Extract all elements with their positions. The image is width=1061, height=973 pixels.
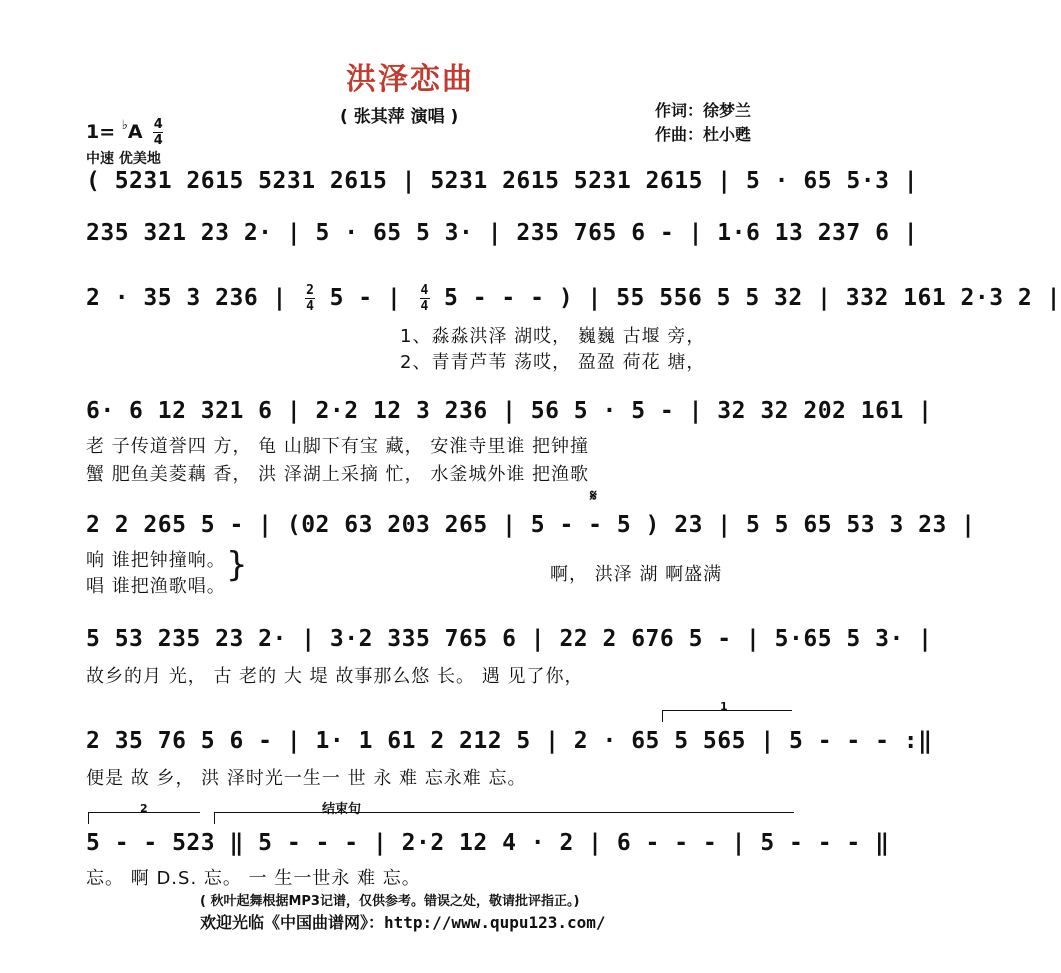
score-line-5: 2 2 265 5 - | (02 63 203 265 | 5 - - 5 ) 23 | 5 5 65 53 3 23 |: [86, 512, 976, 538]
transcriber-note: ( 秋叶起舞根据MP3记谱，仅供参考。错误之处，敬请批评指正。): [200, 894, 580, 909]
lyricist-credit: 作词：徐梦兰: [655, 101, 752, 120]
volta-2-tick: [88, 812, 89, 824]
ts2-bottom: 4: [420, 299, 429, 314]
segno-sign: 𝄋: [590, 486, 597, 505]
lyric-line-8: 忘。 啊 D.S. 忘。 一 生一世永 难 忘。: [86, 868, 421, 889]
lyric-line-5-verse-2: 唱 谁把渔歌唱。: [86, 576, 226, 597]
score-line-3-part-a: 2 · 35 3 236 |: [86, 285, 287, 311]
volta-2-number: 2: [140, 802, 148, 815]
ts1-top: 2: [306, 283, 315, 298]
key-prefix: 1=: [86, 121, 122, 143]
volta-1-tick: [662, 710, 663, 722]
score-line-3-part-c: 5 - - - ) | 55 556 5 5 32 | 332 161 2·3 2 |: [444, 285, 1061, 311]
key-note: A: [127, 121, 143, 143]
site-footer[interactable]: 欢迎光临《中国曲谱网》：http://www.qupu123.com/: [200, 913, 606, 932]
ts1-bottom: 4: [306, 299, 315, 314]
flat-sign: ♭: [121, 118, 128, 133]
lyric-line-7: 便是 故 乡， 洪 泽时光一生一 世 永 难 忘永难 忘。: [86, 768, 527, 789]
score-line-6: 5 53 235 23 2· | 3·2 335 765 6 | 22 2 676 5 - | 5·65 5 3· |: [86, 626, 933, 652]
score-line-2: 235 321 23 2· | 5 · 65 5 3· | 235 765 6 - | 1·6 13 237 6 |: [86, 220, 919, 246]
song-title: 洪泽恋曲: [346, 62, 474, 97]
verse-brace: }: [226, 545, 248, 585]
lyric-line-4-verse-1: 老 子传道誉四 方， 龟 山脚下有宝 藏， 安淮寺里谁 把钟撞: [86, 436, 590, 457]
volta-1-number: 1: [720, 700, 728, 713]
time-signature: [153, 118, 163, 147]
score-line-7: 2 35 76 5 6 - | 1· 1 61 2 212 5 | 2 · 65 5 565 | 5 - - - :‖: [86, 728, 933, 754]
ts2-top: 4: [420, 283, 429, 298]
time-change-2-4: [305, 284, 315, 313]
ending-label: 结束句: [322, 802, 362, 817]
lyric-line-6: 故乡的月 光， 古 老的 大 堤 故事那么悠 长。 遇 见了你，: [86, 666, 584, 687]
score-line-3: [86, 284, 1061, 313]
composer-credit: 作曲：杜小甦: [655, 125, 752, 144]
lyric-refrain-start: 啊， 洪泽 湖 啊盛满: [550, 564, 723, 585]
lyric-line-3-verse-1: 1、淼淼洪泽 湖哎， 巍巍 古堰 旁，: [400, 326, 706, 347]
singer-credit: ( 张其萍 演唱 ): [340, 107, 459, 127]
score-line-4: 6· 6 12 321 6 | 2·2 12 3 236 | 56 5 · 5 - | 32 32 202 161 |: [86, 398, 933, 424]
ending-line: [214, 812, 794, 813]
lyric-line-5-verse-1: 响 谁把钟撞响。: [86, 550, 226, 571]
ending-tick: [214, 812, 215, 824]
time-bottom: 4: [153, 133, 163, 148]
tempo-marking: 中速 优美地: [86, 151, 161, 167]
score-line-8: 5 - - 523 ‖ 5 - - - | 2·2 12 4 · 2 | 6 - - - | 5 - - - ‖: [86, 830, 890, 856]
time-change-4-4: [420, 284, 430, 313]
lyric-line-3-verse-2: 2、青青芦苇 荡哎， 盈盈 荷花 塘，: [400, 352, 706, 373]
time-top: 4: [153, 117, 163, 132]
lyric-line-4-verse-2: 蟹 肥鱼美菱藕 香， 洪 泽湖上采摘 忙， 水釜城外谁 把渔歌: [86, 464, 590, 485]
key-signature: [86, 118, 163, 147]
score-line-3-part-b: 5 - |: [329, 285, 416, 311]
score-line-1: ( 5231 2615 5231 2615 | 5231 2615 5231 2615 | 5 · 65 5·3 |: [86, 168, 919, 194]
